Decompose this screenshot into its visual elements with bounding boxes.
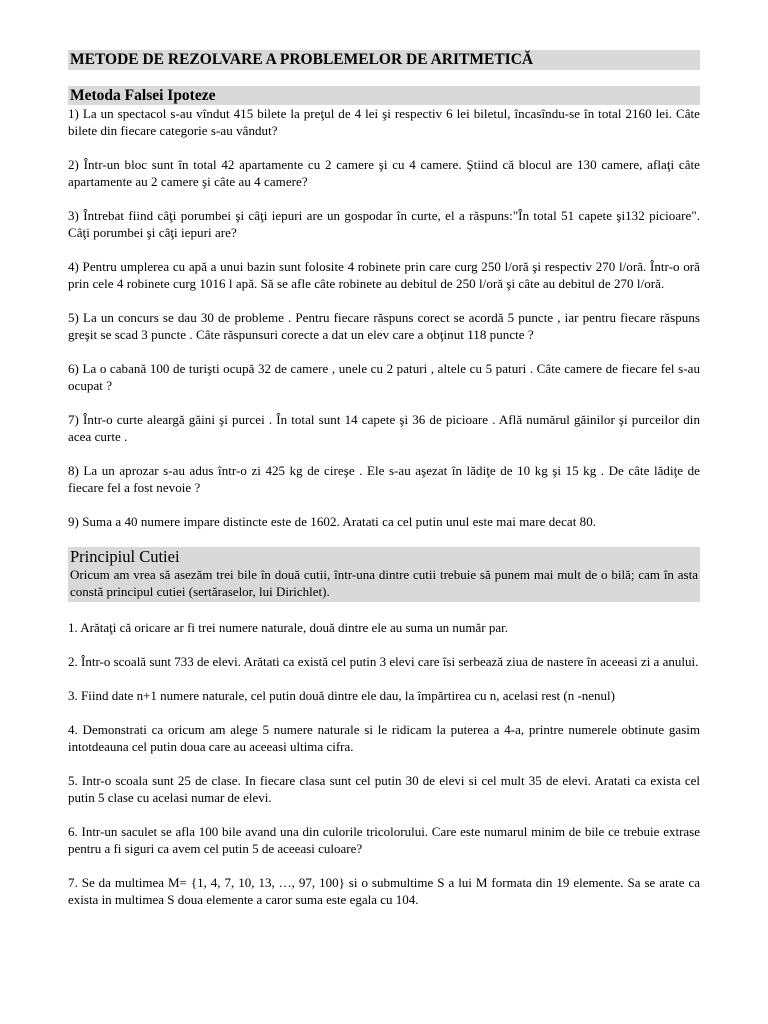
section-title-box-principle: Principiul Cutiei [68,547,700,566]
problem-1-7: 7) Într-o curte aleargă găini şi purcei . În total sunt 14 capete şi 36 de picioare . Află numărul găinilor şi purceilor din acea curte . [68,412,700,444]
problem-1-5: 5) La un concurs se dau 30 de probleme . Pentru fiecare răspuns corect se acordă 5 puncte , iar pentru fiecare răspuns greşit se scad 3 puncte . Câte răspunsuri corecte a dat un elev care a obţinut 118 puncte ? [68,310,700,342]
problem-2-6: 6. Intr-un saculet se afla 100 bile avand una din culorile tricolorului. Care este numarul minim de bile ce trebuie extrase pentru a fi siguri ca avem cel putin 5 de aceeasi culoare? [68,824,700,856]
section-false-hypothesis [68,86,700,530]
problem-2-2: 2. Într-o scoală sunt 733 de elevi. Arătati ca există cel putin 3 elevi care îsi serbează ziua de nastere în aceeasi zi a anului. [68,654,699,669]
problem-2-3: 3. Fiind date n+1 numere naturale, cel putin două dintre ele dau, la împărtirea cu n, acelasi rest (n -nenul) [68,688,615,703]
problem-1-4: 4) Pentru umplerea cu apă a unui bazin sunt folosite 4 robinete prin care curg 250 l/oră şi respectiv 270 l/oră. Într-o oră prin cele 4 robinete curg 1016 l apă. Să se afle câte robinete au debitul de 250 l/oră şi câte au debitul de 270 l/oră. [68,259,700,291]
section-box-principle [68,547,700,908]
section-title-false-hypothesis: Metoda Falsei Ipoteze [68,86,700,105]
problem-2-5: 5. Intr-o scoala sunt 25 de clase. In fiecare clasa sunt cel putin 30 de elevi si cel mult 35 de elevi. Aratati ca exista cel putin 5 clase cu acelasi numar de elevi. [68,773,700,805]
problem-1-3: 3) Întrebat fiind câţi porumbei şi câţi iepuri are un gospodar în curte, el a răspuns:"În total 51 capete şi132 picioare". Câţi porumbei şi câţi iepuri are? [68,208,700,240]
document-title: METODE DE REZOLVARE A PROBLEMELOR DE ARITMETICĂ [68,50,700,70]
section-intro-box-principle: Oricum am vrea să asezăm trei bile în două cutii, într-una dintre cutii trebuie să punem mai mult de o bilă; cam în asta constă principul cutiei (sertăraselor, lui Dirichlet). [68,566,700,602]
problem-1-2: 2) Într-un bloc sunt în total 42 apartamente cu 2 camere şi cu 4 camere. Ştiind că blocul are 130 camere, aflaţi câte apartamente au 2 camere şi câte au 4 camere? [68,157,700,189]
problem-2-4: 4. Demonstrati ca oricum am alege 5 numere naturale si le ridicam la puterea a 4-a, printre numerele obtinute gasim intotdeauna cel putin doua care au aceeasi ultima cifra. [68,722,700,754]
document-page [68,50,700,925]
problem-2-1: 1. Arătaţi că oricare ar fi trei numere naturale, două dintre ele au suma un număr par. [68,620,509,635]
problem-1-6: 6) La o cabană 100 de turişti ocupă 32 de camere , unele cu 2 paturi , altele cu 5 paturi . Câte camere de fiecare fel s-au ocupat ? [68,361,700,393]
problem-2-7: 7. Se da multimea M= {1, 4, 7, 10, 13, …, 97, 100} si o submultime S a lui M formata din 19 elemente. Sa se arate ca exista in multimea S doua elemente a caror suma este egala cu 104. [68,875,700,907]
problem-1-9: 9) Suma a 40 numere impare distincte este de 1602. Aratati ca cel putin unul este mai mare decat 80. [68,514,597,529]
problem-1-1: 1) La un spectacol s-au vîndut 415 bilete la preţul de 4 lei şi respectiv 6 lei biletul, încasîndu-se în total 2160 lei. Câte bilete din fiecare categorie s-au vândut? [68,106,700,138]
problem-1-8: 8) La un aprozar s-au adus într-o zi 425 kg de cireşe . Ele s-au aşezat în lădiţe de 10 kg şi 15 kg . De câte lădiţe de fiecare fel a fost nevoie ? [68,463,700,495]
